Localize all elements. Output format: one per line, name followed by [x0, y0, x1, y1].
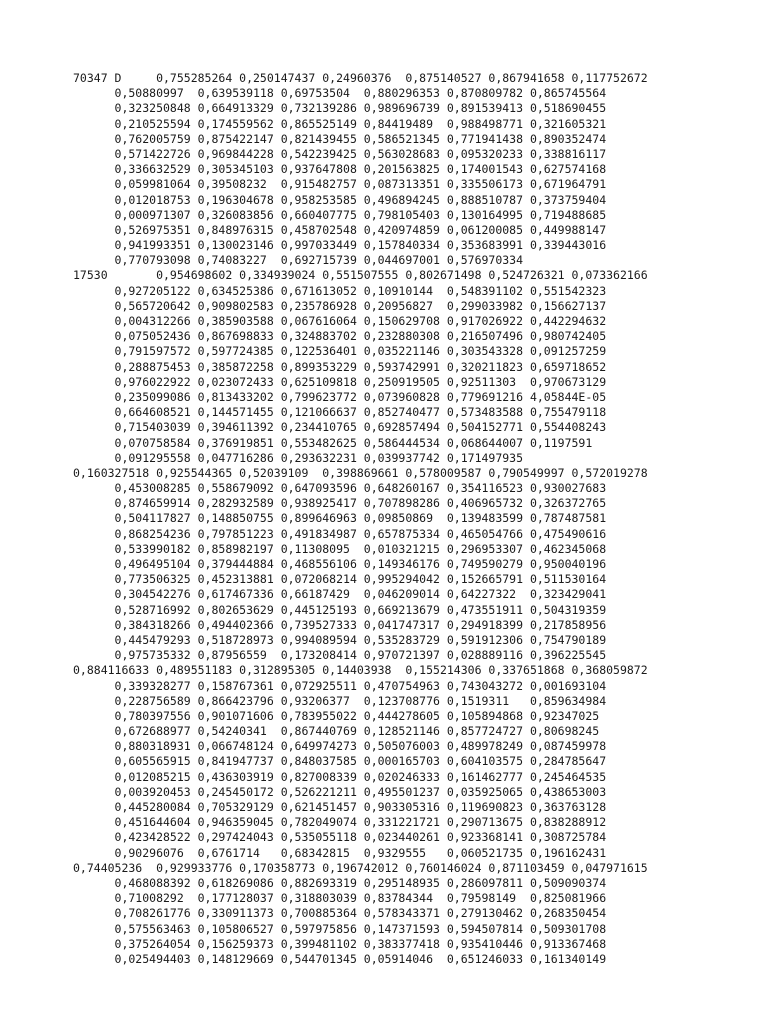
data-line: 0,336632529 0,305345103 0,937647808 0,201563825 0,174001543 0,627574168: [73, 162, 607, 177]
data-line: 0,664608521 0,144571455 0,121066637 0,852740477 0,573483588 0,755479118: [73, 405, 607, 420]
data-line: 0,868254236 0,797851223 0,491834987 0,657875334 0,465054766 0,475490616: [73, 526, 607, 541]
data-line: 0,976022922 0,023072433 0,625109818 0,250919505 0,92511303 0,970673129: [73, 374, 607, 389]
data-line: 0,770793098 0,74083227 0,692715739 0,044697001 0,576970334: [73, 253, 524, 268]
data-line: 0,228756589 0,866423796 0,93206377 0,123708776 0,1519311 0,859634984: [73, 693, 607, 708]
data-line: 0,605565915 0,841947737 0,848037585 0,000165703 0,604103575 0,284785647: [73, 754, 607, 769]
data-line: 0,74405236 0,929933776 0,170358773 0,196742012 0,760146024 0,871103459 0,047971615: [73, 860, 648, 875]
data-line: 0,90296076 0,6761714 0,68342815 0,9329555 0,060521735 0,196162431: [73, 845, 607, 860]
data-line: 0,384318266 0,494402366 0,739527333 0,041747317 0,294918399 0,217858956: [73, 617, 607, 632]
data-line: 0,468088392 0,618269086 0,882693319 0,295148935 0,286097811 0,509090374: [73, 875, 607, 890]
data-line: 0,075052436 0,867698833 0,324883702 0,232880308 0,216507496 0,980742405: [73, 329, 607, 344]
data-line: 0,533990182 0,858982197 0,11308095 0,010321215 0,296953307 0,462345068: [73, 541, 607, 556]
data-line: 0,445479293 0,518728973 0,994089594 0,535283729 0,591912306 0,754790189: [73, 632, 607, 647]
data-line: 0,003920453 0,245450172 0,526221211 0,495501237 0,035925065 0,438653003: [73, 784, 607, 799]
data-line: 0,941993351 0,130023146 0,997033449 0,157840334 0,353683991 0,339443016: [73, 238, 607, 253]
data-line: 0,375264054 0,156259373 0,399481102 0,383377418 0,935410446 0,913367468: [73, 936, 607, 951]
data-line: 0,423428522 0,297424043 0,535055118 0,023440261 0,923368141 0,308725784: [73, 830, 607, 845]
data-line: 0,000971307 0,326083856 0,660407775 0,798105403 0,130164995 0,719488685: [73, 207, 607, 222]
data-line: 0,528716992 0,802653629 0,445125193 0,669213679 0,473551911 0,504319359: [73, 602, 607, 617]
data-line: 70347 D 0,755285264 0,250147437 0,24960376 0,875140527 0,867941658 0,117752672: [73, 71, 648, 85]
data-line: 0,288875453 0,385872258 0,899353229 0,593742991 0,320211823 0,659718652: [73, 359, 607, 374]
data-line: 0,210525594 0,174559562 0,865525149 0,84419489 0,988498771 0,321605321: [73, 116, 607, 131]
data-line: 0,304542276 0,617467336 0,66187429 0,046209014 0,64227322 0,323429041: [73, 587, 607, 602]
data-line: 0,070758584 0,376919851 0,553482625 0,586444534 0,068644007 0,1197591: [73, 435, 593, 450]
data-line: 0,571422726 0,969844228 0,542239425 0,563028683 0,095320233 0,338816117: [73, 146, 607, 161]
data-line: 0,762005759 0,875422147 0,821439455 0,586521345 0,771941438 0,890352474: [73, 131, 607, 146]
data-line: 0,874659914 0,282932589 0,938925417 0,707898286 0,406965732 0,326372765: [73, 496, 607, 511]
data-line: 0,323250848 0,664913329 0,732139286 0,989696739 0,891539413 0,518690455: [73, 101, 607, 116]
data-line: 0,708261776 0,330911373 0,700885364 0,578343371 0,279130462 0,268350454: [73, 906, 607, 921]
data-line: 0,575563463 0,105806527 0,597975856 0,147371593 0,594507814 0,509301708: [73, 921, 607, 936]
data-line: 0,880318931 0,066748124 0,649974273 0,505076003 0,489978249 0,087459978: [73, 739, 607, 754]
data-line: 0,672688977 0,54240341 0,867440769 0,128521146 0,857724727 0,80698245: [73, 724, 600, 739]
data-line: 0,565720642 0,909802583 0,235786928 0,20956827 0,299033982 0,156627137: [73, 298, 607, 313]
data-line: 0,160327518 0,925544365 0,52039109 0,398869661 0,578009587 0,790549997 0,572019278: [73, 465, 648, 480]
data-line: 0,091295558 0,047716286 0,293632231 0,039937742 0,171497935: [73, 450, 524, 465]
data-line: 0,780397556 0,901071606 0,783955022 0,444278605 0,105894868 0,92347025: [73, 708, 600, 723]
data-line: 0,012018753 0,196304678 0,958253585 0,496894245 0,888510787 0,373759404: [73, 192, 607, 207]
data-listing: [73, 71, 648, 967]
data-line: 0,445280084 0,705329129 0,621451457 0,903305316 0,119690823 0,363763128: [73, 800, 607, 814]
data-line: 0,012085215 0,436303919 0,827008339 0,020246333 0,161462777 0,245464535: [73, 769, 607, 784]
data-line: 0,526975351 0,848976315 0,458702548 0,420974859 0,061200085 0,449988147: [73, 222, 607, 237]
data-line: 0,50880997 0,639539118 0,69753504 0,880296353 0,870809782 0,865745564: [73, 86, 607, 101]
data-line: 0,927205122 0,634525386 0,671613052 0,10910144 0,548391102 0,551542323: [73, 283, 607, 298]
data-line: 0,025494403 0,148129669 0,544701345 0,05914046 0,651246033 0,161340149: [73, 951, 607, 966]
data-line: 0,773506325 0,452313881 0,072068214 0,995294042 0,152665791 0,511530164: [73, 572, 607, 587]
data-line: 0,339328277 0,158767361 0,072925511 0,470754963 0,743043272 0,001693104: [73, 678, 607, 693]
data-line: 0,004312266 0,385903588 0,067616064 0,150629708 0,917026922 0,442294632: [73, 314, 607, 328]
data-line: 17530 0,954698602 0,334939024 0,551507555 0,802671498 0,524726321 0,073362166: [73, 268, 648, 283]
data-line: 0,496495104 0,379444884 0,468556106 0,149346176 0,749590279 0,950040196: [73, 557, 607, 571]
data-line: 0,453008285 0,558679092 0,647093596 0,648260167 0,354116523 0,930027683: [73, 481, 607, 496]
data-line: 0,71008292 0,177128037 0,318803039 0,83784344 0,79598149 0,825081966: [73, 891, 607, 906]
data-line: 0,791597572 0,597724385 0,122536401 0,035221146 0,303543328 0,091257259: [73, 344, 607, 359]
data-line: 0,715403039 0,394611392 0,234410765 0,692857494 0,504152771 0,554408243: [73, 420, 607, 435]
data-line: 0,235099086 0,813433202 0,799623772 0,073960828 0,779691216 4,05844E-05: [73, 389, 607, 404]
data-line: 0,884116633 0,489551183 0,312895305 0,14403938 0,155214306 0,337651868 0,368059872: [73, 663, 648, 678]
data-line: 0,504117827 0,148850755 0,899646963 0,09850869 0,139483599 0,787487581: [73, 511, 607, 526]
data-line: 0,059981064 0,39508232 0,915482757 0,087313351 0,335506173 0,671964791: [73, 177, 607, 192]
data-line: 0,451644604 0,946359045 0,782049074 0,331221721 0,290713675 0,838288912: [73, 815, 607, 830]
data-line: 0,975735332 0,87956559 0,173208414 0,970721397 0,028889116 0,396225545: [73, 648, 607, 663]
